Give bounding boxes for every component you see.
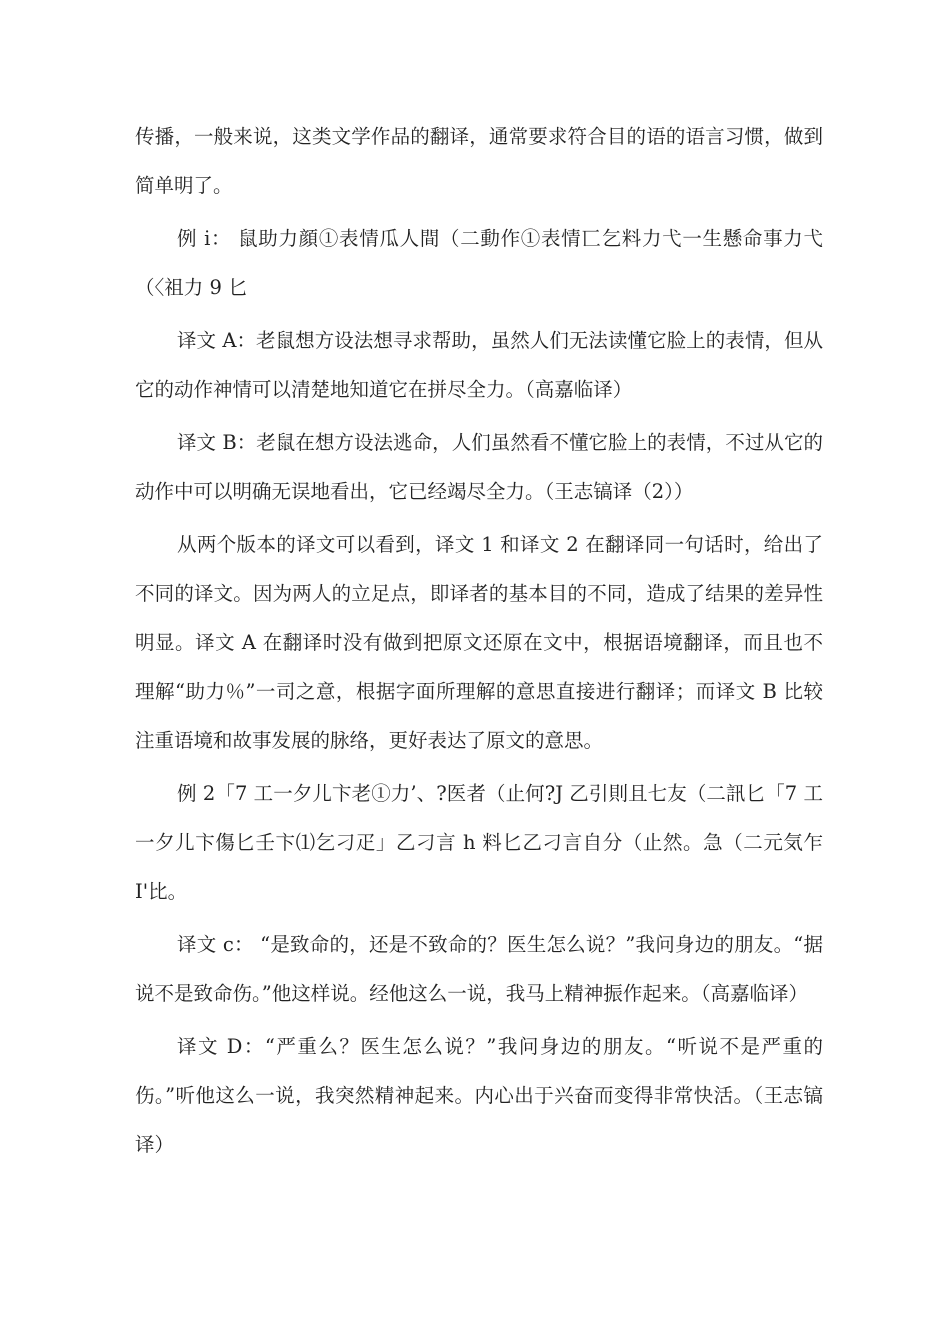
paragraph-analysis: 从两个版本的译文可以看到，译文 1 和译文 2 在翻译同一句话时，给出了不同的译文。因为两人的立足点，即译者的基本目的不同，造成了结果的差异性明显。译文 A 在翻译时没有做到把原文还原在文中，根据语境翻译，而且也不理解“助力％”一司之意，根据字面所理解的意思直接进行翻译；而译文 B 比较注重语境和故事发展的脉络，更好表达了原文的意思。 [135,533,823,752]
paragraph-intro: 传播，一般来说，这类文学作品的翻译，通常要求符合目的语的语言习惯，做到简单明了。 [135,125,823,197]
paragraph-translation-a: 译文 A：老鼠想方设法想寻求帮助，虽然人们无法读懂它脸上的表情，但从它的动作神情可以清楚地知道它在拼尽全力。（高嘉临译） [135,329,823,401]
paragraph-translation-b: 译文 B：老鼠在想方设法逃命，人们虽然看不懂它脸上的表情，不过从它的动作中可以明确无误地看出，它已经竭尽全力。（王志镐译（2）） [135,431,823,503]
paragraph-example-2: 例 2「7 工一夕儿卞老①力’、?医者（止何?J 乙引則且七友（二訊匕「7 工一夕儿卞傷匕壬卞⑴乞刁疋」乙刁言 h 料匕乙刁言自分（止然。急（二元気乍 I'比。 [135,782,823,903]
document-body [135,112,823,1173]
paragraph-example-1: 例 i： 鼠助力顔①表情瓜人間（二動作①表情匸乞料力弋一生懸命事力弋（〈祖力 9 匕 [135,227,823,299]
paragraph-translation-c: 译文 c： “是致命的，还是不致命的？医生怎么说？”我问身边的朋友。“据说不是致命伤。”他这样说。经他这么一说，我马上精神振作起来。（高嘉临译） [135,933,823,1005]
paragraph-translation-d: 译文 D：“严重么？医生怎么说？”我问身边的朋友。“听说不是严重的伤。”听他这么一说，我突然精神起来。内心出于兴奋而变得非常快活。（王志镐译） [135,1035,823,1156]
